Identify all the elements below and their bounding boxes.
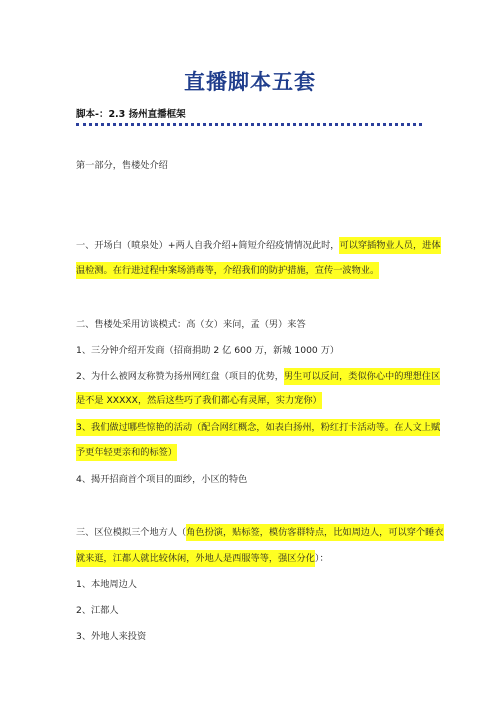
paragraph-2-item-2-highlight-2: 是不是 XXXXX，然后这些巧了我们都心有灵犀，实力宠你）: [76, 392, 322, 409]
paragraph-2-heading: 二、售楼处采用访谈模式：高（女）来问，孟（男）来答: [76, 319, 306, 330]
paragraph-3-line-1: [76, 526, 444, 539]
paragraph-1-plain-text: 一、开场白（喷泉处）+两人自我介绍+简短介绍疫情情况此时，: [76, 240, 340, 251]
paragraph-3-highlight: 角色扮演，贴标签，模仿客群特点，比如周边人，可以穿个睡衣: [186, 524, 443, 541]
paragraph-3-line-2: [76, 552, 428, 565]
paragraph-1-line-2: [76, 264, 428, 277]
paragraph-3-plain-text: 三、区位模拟三个地方人（: [76, 527, 187, 538]
paragraph-2-item-2-plain: 2、为什么被网友称赞为扬州网红盘（项目的优势，: [76, 371, 284, 382]
dotted-divider: [76, 123, 422, 126]
paragraph-3-item-3: 3、外地人来投资: [76, 631, 147, 642]
paragraph-3-plain-text-2: ）：: [314, 553, 329, 564]
paragraph-2-item-3-line-1: [76, 421, 441, 434]
paragraph-1-highlight: 可以穿插物业人员，进体: [339, 237, 440, 254]
paragraph-1-highlight-2: 温检测。在行进过程中案场消毒等，介绍我们的防护措施，宣传一波物业。: [76, 262, 379, 279]
paragraph-2-item-4: 4、揭开招商首个项目的面纱，小区的特色: [76, 474, 248, 485]
section1-heading: 第一部分，售楼处介绍: [76, 160, 168, 171]
document-title: 直播脚本五套: [184, 70, 316, 94]
paragraph-2-item-2-highlight: 男生可以反问，类似你心中的理想住区: [284, 368, 440, 385]
paragraph-2-item-2-line-1: [76, 370, 441, 383]
document-subtitle: 脚本-：2.3 扬州直播框架: [76, 109, 186, 120]
paragraph-2-item-3-highlight-2: 予更年轻更亲和的标签）: [76, 444, 177, 461]
paragraph-2-item-2-line-2: [76, 394, 428, 407]
paragraph-2-item-3-highlight: 3、我们做过哪些惊艳的活动（配合网红概念，如表白扬州，粉红打卡活动等。在人文上赋: [76, 419, 440, 436]
paragraph-2-item-1: 1、三分钟介绍开发商（招商捐助 2 亿 600 万，新城 1000 万）: [76, 345, 340, 356]
paragraph-3-item-1: 1、本地周边人: [76, 579, 137, 590]
paragraph-3-item-2: 2、江都人: [76, 605, 119, 616]
paragraph-2-item-3-line-2: [76, 446, 428, 459]
paragraph-1-line-1: [76, 239, 441, 252]
paragraph-3-highlight-2: 就来逛，江都人就比较休闲，外地人是西服等等，强区分化: [76, 550, 315, 567]
